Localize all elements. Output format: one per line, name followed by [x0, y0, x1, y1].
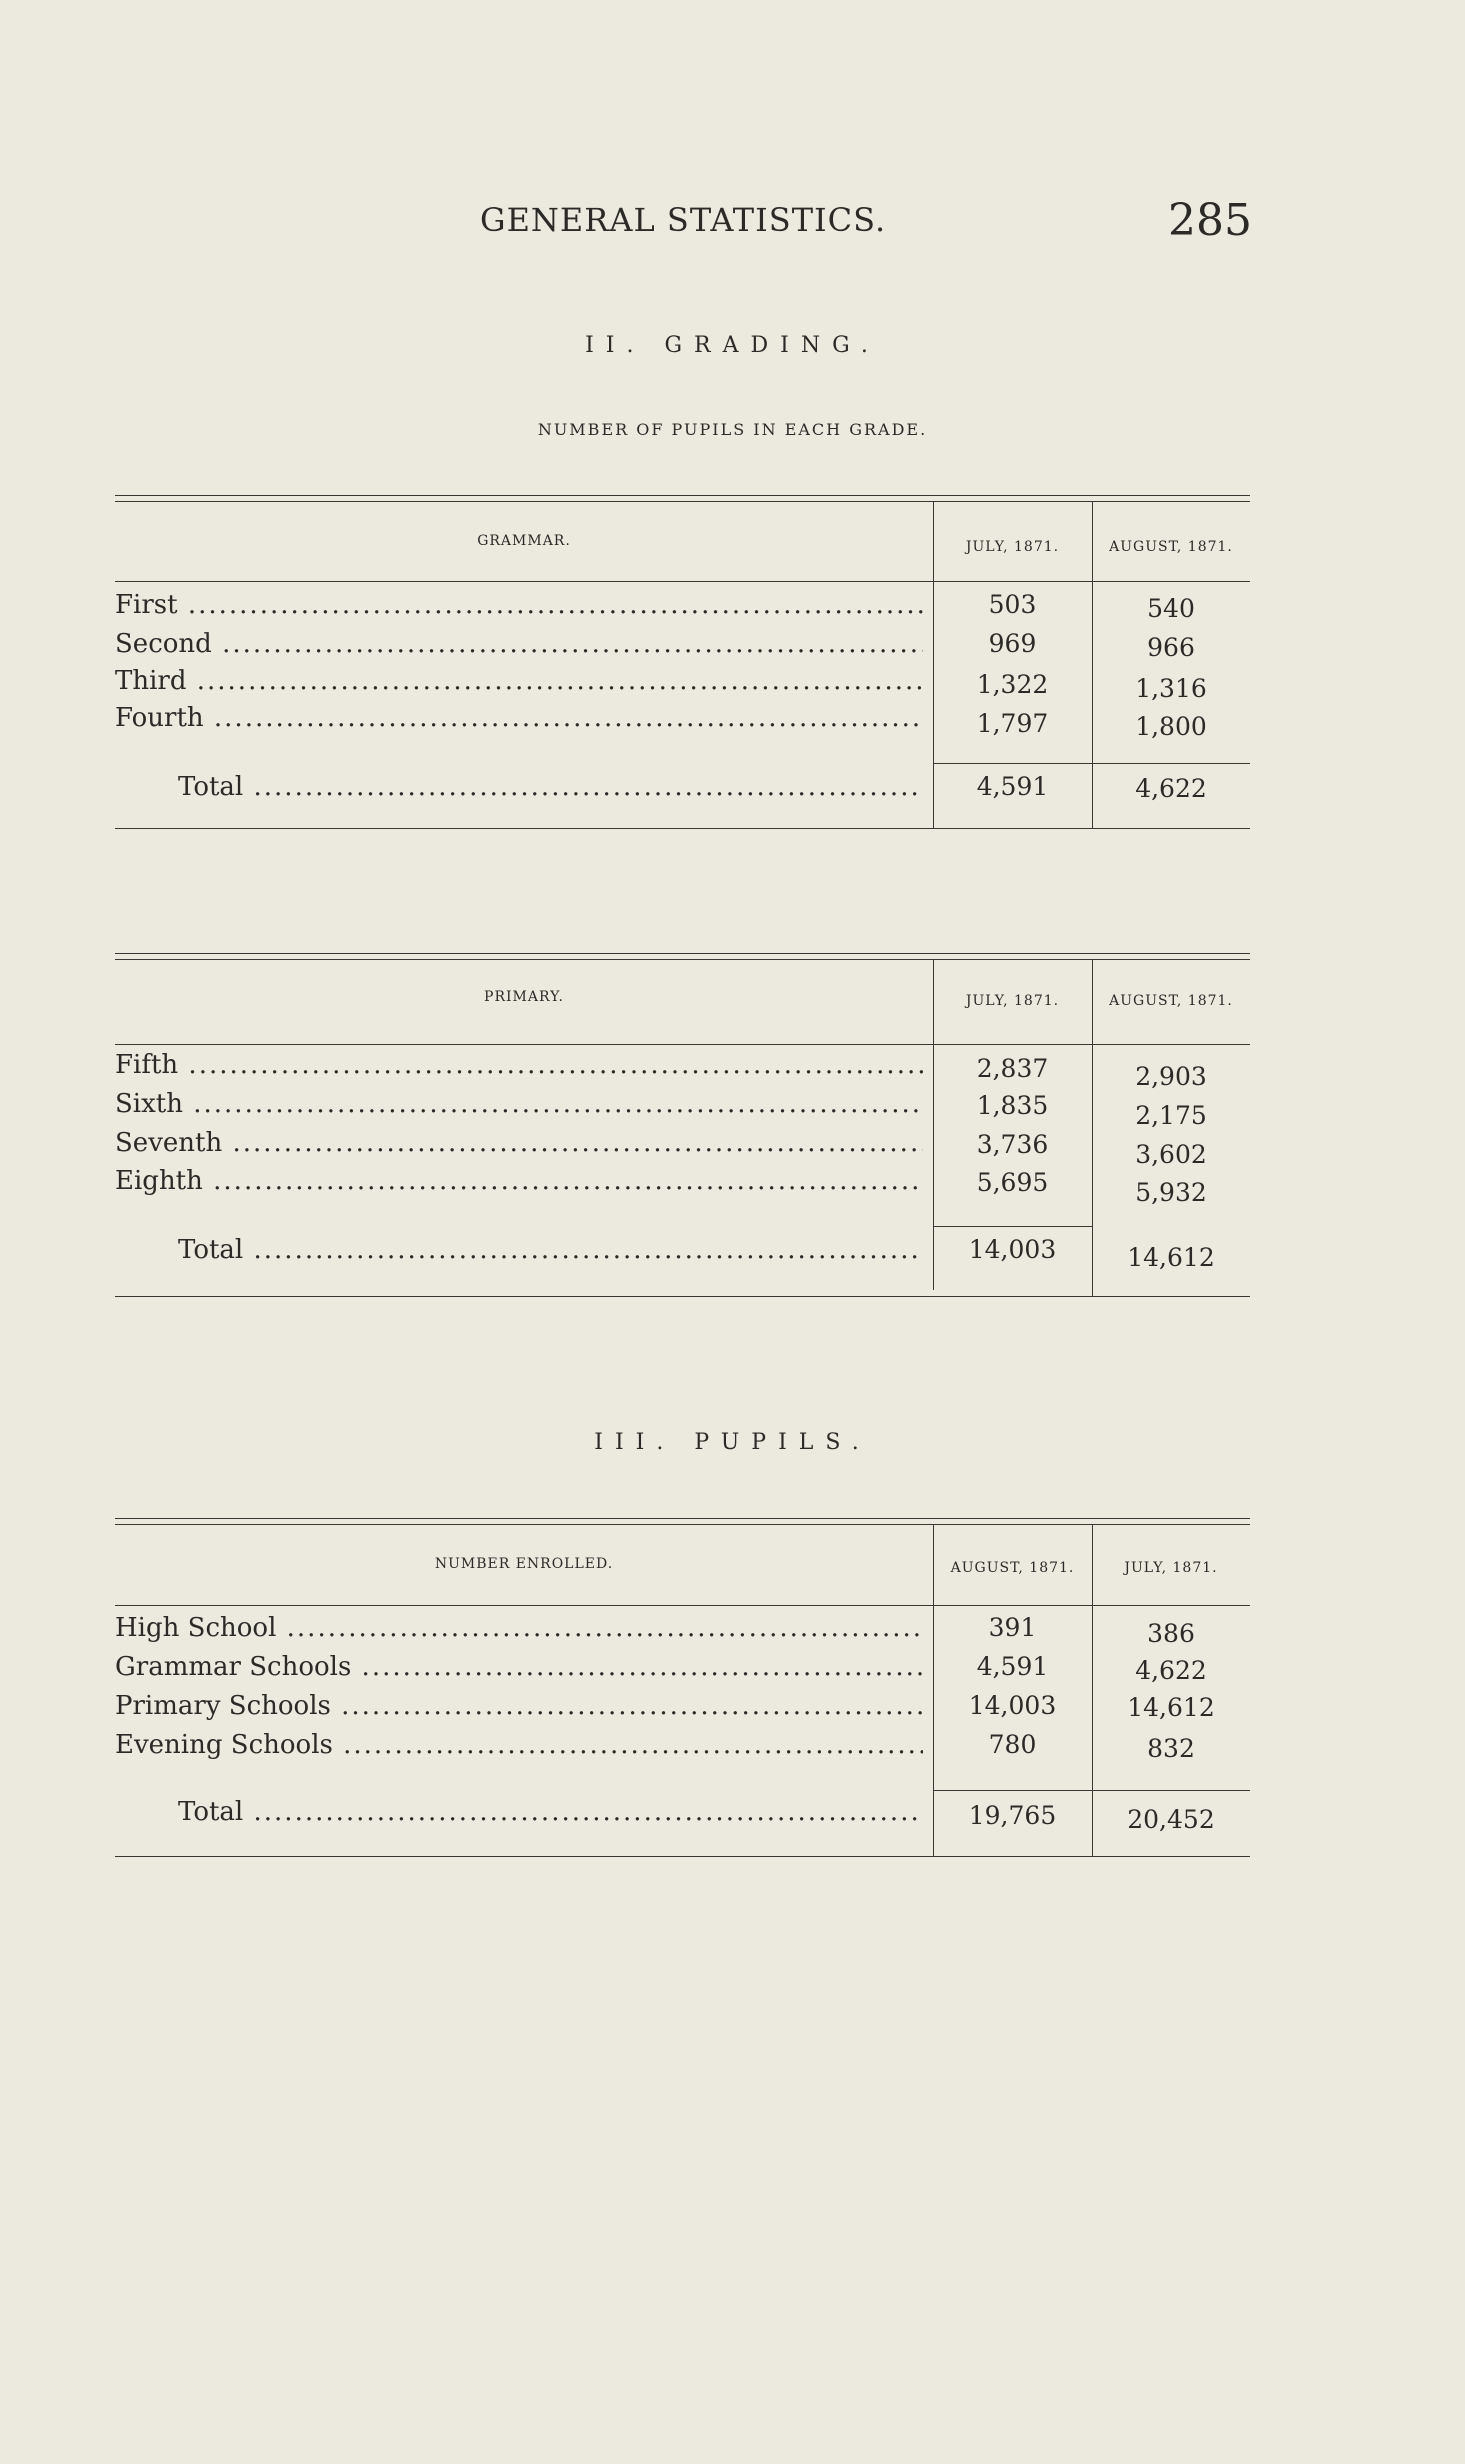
- august-value: 3,602: [1135, 1140, 1207, 1169]
- top-rule: [115, 495, 1250, 496]
- july-value: 5,695: [976, 1168, 1049, 1197]
- july-column-header: JULY, 1871.: [965, 993, 1060, 1009]
- august-total: 14,612: [1127, 1243, 1215, 1272]
- enrolled-column-header: NUMBER ENROLLED.: [434, 1556, 614, 1572]
- total-label: Total .....: [178, 1792, 923, 1832]
- page-number: 285: [1168, 195, 1252, 246]
- table-row: [115, 1608, 1250, 1648]
- row-label: Seventh .....: [115, 1123, 923, 1163]
- row-label: First .....: [115, 585, 923, 625]
- table-row: [115, 1045, 1250, 1091]
- total-label: Total .....: [178, 1230, 923, 1270]
- section-heading-grading: II. GRADING.: [585, 333, 880, 358]
- july-value: 4,622: [1135, 1656, 1207, 1685]
- row-label: Grammar Schools .....: [115, 1647, 923, 1687]
- grading-subheading: NUMBER OF PUPILS IN EACH GRADE.: [537, 420, 928, 439]
- row-label: Fourth .....: [115, 698, 923, 738]
- grammar-column-header: GRAMMAR.: [477, 533, 571, 549]
- grammar-table: [115, 495, 1250, 830]
- august-value: 14,003: [968, 1691, 1057, 1720]
- july-value: 1,797: [976, 709, 1049, 738]
- header-rule: [115, 1605, 1250, 1606]
- primary-table: [115, 953, 1250, 1298]
- total-row: [115, 1792, 1250, 1832]
- table-row: [115, 1123, 1250, 1169]
- row-label: Fifth .....: [115, 1045, 923, 1085]
- top-rule: [115, 1518, 1250, 1519]
- row-label: Evening Schools .....: [115, 1725, 923, 1765]
- table-row: [115, 585, 1250, 625]
- july-value: 386: [1147, 1619, 1195, 1648]
- row-label: Sixth .....: [115, 1084, 923, 1124]
- august-value: 4,591: [976, 1652, 1049, 1681]
- pupils-table: [115, 1518, 1250, 1858]
- july-column-header: JULY, 1871.: [1124, 1560, 1218, 1576]
- table-row: [115, 1084, 1250, 1130]
- running-title: GENERAL STATISTICS.: [480, 201, 887, 239]
- august-value: 1,800: [1135, 712, 1207, 741]
- table-row: [115, 1686, 1250, 1726]
- july-value: 503: [988, 590, 1037, 619]
- row-label: Eighth .....: [115, 1161, 923, 1201]
- table-row: [115, 1161, 1250, 1207]
- august-total: 4,622: [1135, 774, 1207, 803]
- august-value: 391: [988, 1613, 1037, 1642]
- july-value: 969: [988, 629, 1037, 658]
- table-row: [115, 1647, 1250, 1687]
- august-value: 2,175: [1135, 1101, 1207, 1130]
- total-row: [115, 1230, 1250, 1270]
- header-rule: [115, 581, 1250, 582]
- table-row: [115, 661, 1250, 701]
- sum-rule: [933, 1226, 1092, 1227]
- sum-rule: [933, 763, 1250, 764]
- row-label: Second .....: [115, 624, 923, 664]
- row-label: High School .....: [115, 1608, 923, 1648]
- august-value: 5,932: [1135, 1178, 1207, 1207]
- august-value: 780: [988, 1730, 1037, 1759]
- july-value: 832: [1147, 1734, 1195, 1763]
- sum-rule: [933, 1790, 1250, 1791]
- top-rule-inner: [115, 959, 1250, 960]
- august-value: 966: [1147, 633, 1195, 662]
- section-heading-pupils: III. PUPILS.: [594, 1430, 871, 1455]
- july-value: 3,736: [976, 1130, 1049, 1159]
- august-value: 1,316: [1135, 674, 1207, 703]
- top-rule-inner: [115, 501, 1250, 502]
- july-total: 14,003: [968, 1235, 1057, 1264]
- august-column-header: AUGUST, 1871.: [1109, 539, 1233, 555]
- august-total: 19,765: [968, 1801, 1057, 1830]
- august-value: 540: [1147, 594, 1195, 623]
- july-total: 20,452: [1127, 1805, 1215, 1834]
- bottom-rule: [115, 1856, 1250, 1857]
- july-column-header: JULY, 1871.: [965, 539, 1060, 555]
- page-header: [480, 195, 1252, 251]
- bottom-rule: [115, 828, 1250, 829]
- july-value: 1,835: [976, 1091, 1049, 1120]
- july-value: 1,322: [976, 670, 1049, 699]
- table-row: [115, 624, 1250, 664]
- august-column-header: AUGUST, 1871.: [950, 1560, 1075, 1576]
- bottom-rule: [115, 1296, 1250, 1297]
- row-label: Third .....: [115, 661, 923, 701]
- total-label: Total .....: [178, 767, 923, 807]
- july-total: 4,591: [976, 772, 1049, 801]
- table-row: [115, 698, 1250, 741]
- july-value: 14,612: [1127, 1693, 1215, 1722]
- top-rule-inner: [115, 1524, 1250, 1525]
- row-label: Primary Schools .....: [115, 1686, 923, 1726]
- top-rule: [115, 953, 1250, 954]
- august-value: 2,903: [1135, 1062, 1207, 1091]
- july-value: 2,837: [976, 1054, 1049, 1083]
- august-column-header: AUGUST, 1871.: [1109, 993, 1233, 1009]
- table-row: [115, 1725, 1250, 1765]
- primary-column-header: PRIMARY.: [484, 989, 564, 1005]
- total-row: [115, 767, 1250, 807]
